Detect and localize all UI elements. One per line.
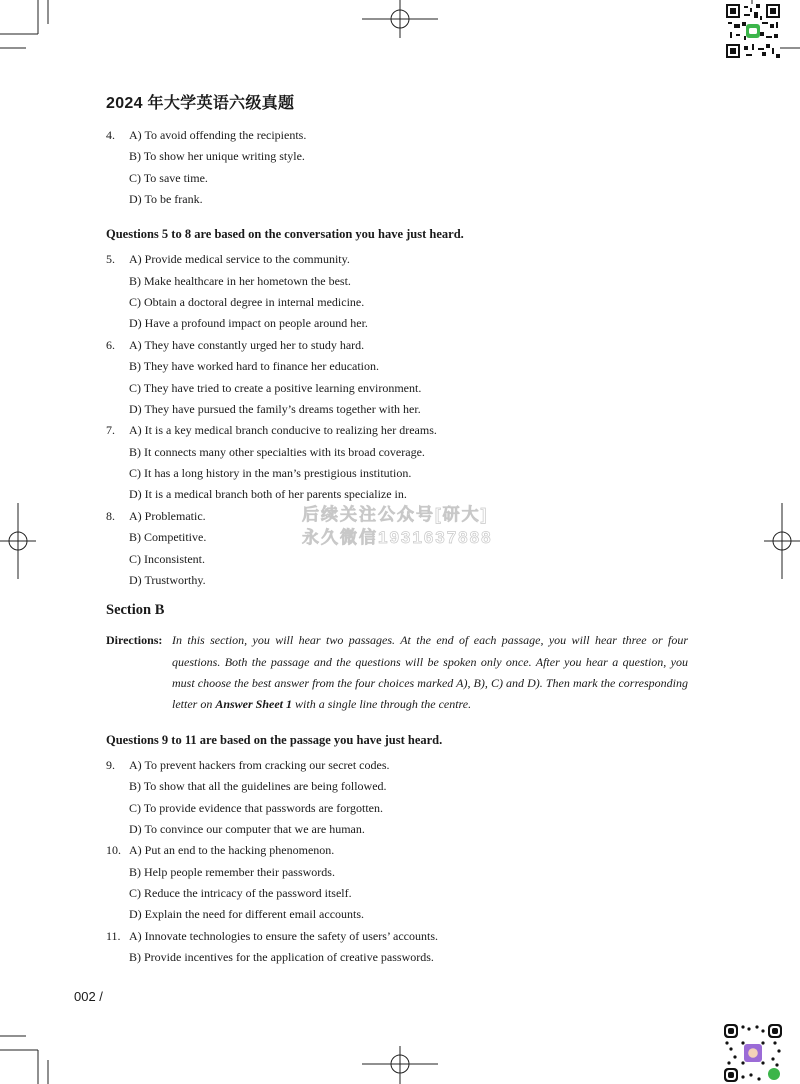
option-d: D) To be frank. bbox=[129, 192, 203, 206]
page-number: 002 / bbox=[74, 989, 103, 1004]
option-d: D) It is a medical branch both of her parents specialize in. bbox=[129, 487, 407, 501]
option-a: A) Innovate technologies to ensure the safety of users’ accounts. bbox=[129, 929, 439, 943]
option-a: A) To avoid offending the recipients. bbox=[129, 128, 307, 142]
question-number: 5. bbox=[106, 252, 115, 266]
section-b-heading: Section B bbox=[106, 602, 165, 618]
option-b: B) To show her unique writing style. bbox=[129, 149, 305, 163]
option-a: A) Problematic. bbox=[129, 509, 206, 523]
option-c: C) It has a long history in the man’s prestigious institution. bbox=[129, 466, 412, 480]
directions-line-3: must choose the best answer from the four choices marked A), B), C) and D). Then mark the corresponding bbox=[172, 676, 688, 690]
option-c: C) To save time. bbox=[129, 171, 208, 185]
directions-line-2: questions. Both the passage and the questions will be spoken only once. After you hear a question, you bbox=[172, 655, 688, 669]
directions-line-4-end: with a single line through the centre. bbox=[292, 697, 472, 711]
question-number: 8. bbox=[106, 509, 115, 523]
option-c: C) To provide evidence that passwords are forgotten. bbox=[129, 801, 383, 815]
directions-line-4 bbox=[172, 697, 688, 712]
option-d: D) To convince our computer that we are human. bbox=[129, 822, 365, 836]
questions-9-11-heading: Questions 9 to 11 are based on the passage you have just heard. bbox=[106, 733, 443, 747]
option-c: C) Obtain a doctoral degree in internal medicine. bbox=[129, 295, 365, 309]
option-a: A) They have constantly urged her to study hard. bbox=[129, 338, 365, 352]
option-d: D) They have pursued the family’s dreams together with her. bbox=[129, 402, 421, 416]
option-c: C) Inconsistent. bbox=[129, 552, 205, 566]
question-number: 11. bbox=[106, 929, 121, 943]
option-d: D) Trustworthy. bbox=[129, 573, 206, 587]
directions-line-1: In this section, you will hear two passages. At the end of each passage, you will hear three or four bbox=[172, 633, 688, 647]
option-d: D) Explain the need for different email accounts. bbox=[129, 907, 365, 921]
option-b: B) Competitive. bbox=[129, 530, 207, 544]
page-title: 2024 年大学英语六级真题 bbox=[106, 95, 295, 112]
answer-sheet-emphasis: Answer Sheet 1 bbox=[215, 697, 293, 711]
option-a: A) It is a key medical branch conducive to realizing her dreams. bbox=[129, 423, 437, 437]
watermark-line-1: 后续关注公众号[研大] bbox=[302, 505, 489, 524]
watermark-line-2: 永久微信1931637888 bbox=[302, 528, 493, 547]
option-b: B) To show that all the guidelines are being followed. bbox=[129, 779, 387, 793]
option-a: A) Put an end to the hacking phenomenon. bbox=[129, 843, 335, 857]
question-number: 9. bbox=[106, 758, 115, 772]
questions-5-8-heading: Questions 5 to 8 are based on the conversation you have just heard. bbox=[106, 227, 464, 241]
question-number: 6. bbox=[106, 338, 115, 352]
option-b: B) Help people remember their passwords. bbox=[129, 865, 335, 879]
option-b: B) They have worked hard to finance her education. bbox=[129, 359, 380, 373]
question-number: 4. bbox=[106, 128, 115, 142]
option-d: D) Have a profound impact on people around her. bbox=[129, 316, 368, 330]
option-a: A) Provide medical service to the community. bbox=[129, 252, 350, 266]
option-b: B) Provide incentives for the application of creative passwords. bbox=[129, 950, 434, 964]
qr-code-top bbox=[726, 4, 780, 58]
question-number: 10. bbox=[106, 843, 121, 857]
option-b: B) It connects many other specialties with its broad coverage. bbox=[129, 445, 425, 459]
qr-code-bottom bbox=[724, 1024, 782, 1082]
option-b: B) Make healthcare in her hometown the best. bbox=[129, 274, 351, 288]
question-number: 7. bbox=[106, 423, 115, 437]
directions-label: Directions: bbox=[106, 633, 163, 647]
directions-line-4-start: letter on bbox=[172, 697, 216, 711]
option-c: C) Reduce the intricacy of the password itself. bbox=[129, 886, 352, 900]
option-a: A) To prevent hackers from cracking our secret codes. bbox=[129, 758, 390, 772]
option-c: C) They have tried to create a positive learning environment. bbox=[129, 381, 422, 395]
